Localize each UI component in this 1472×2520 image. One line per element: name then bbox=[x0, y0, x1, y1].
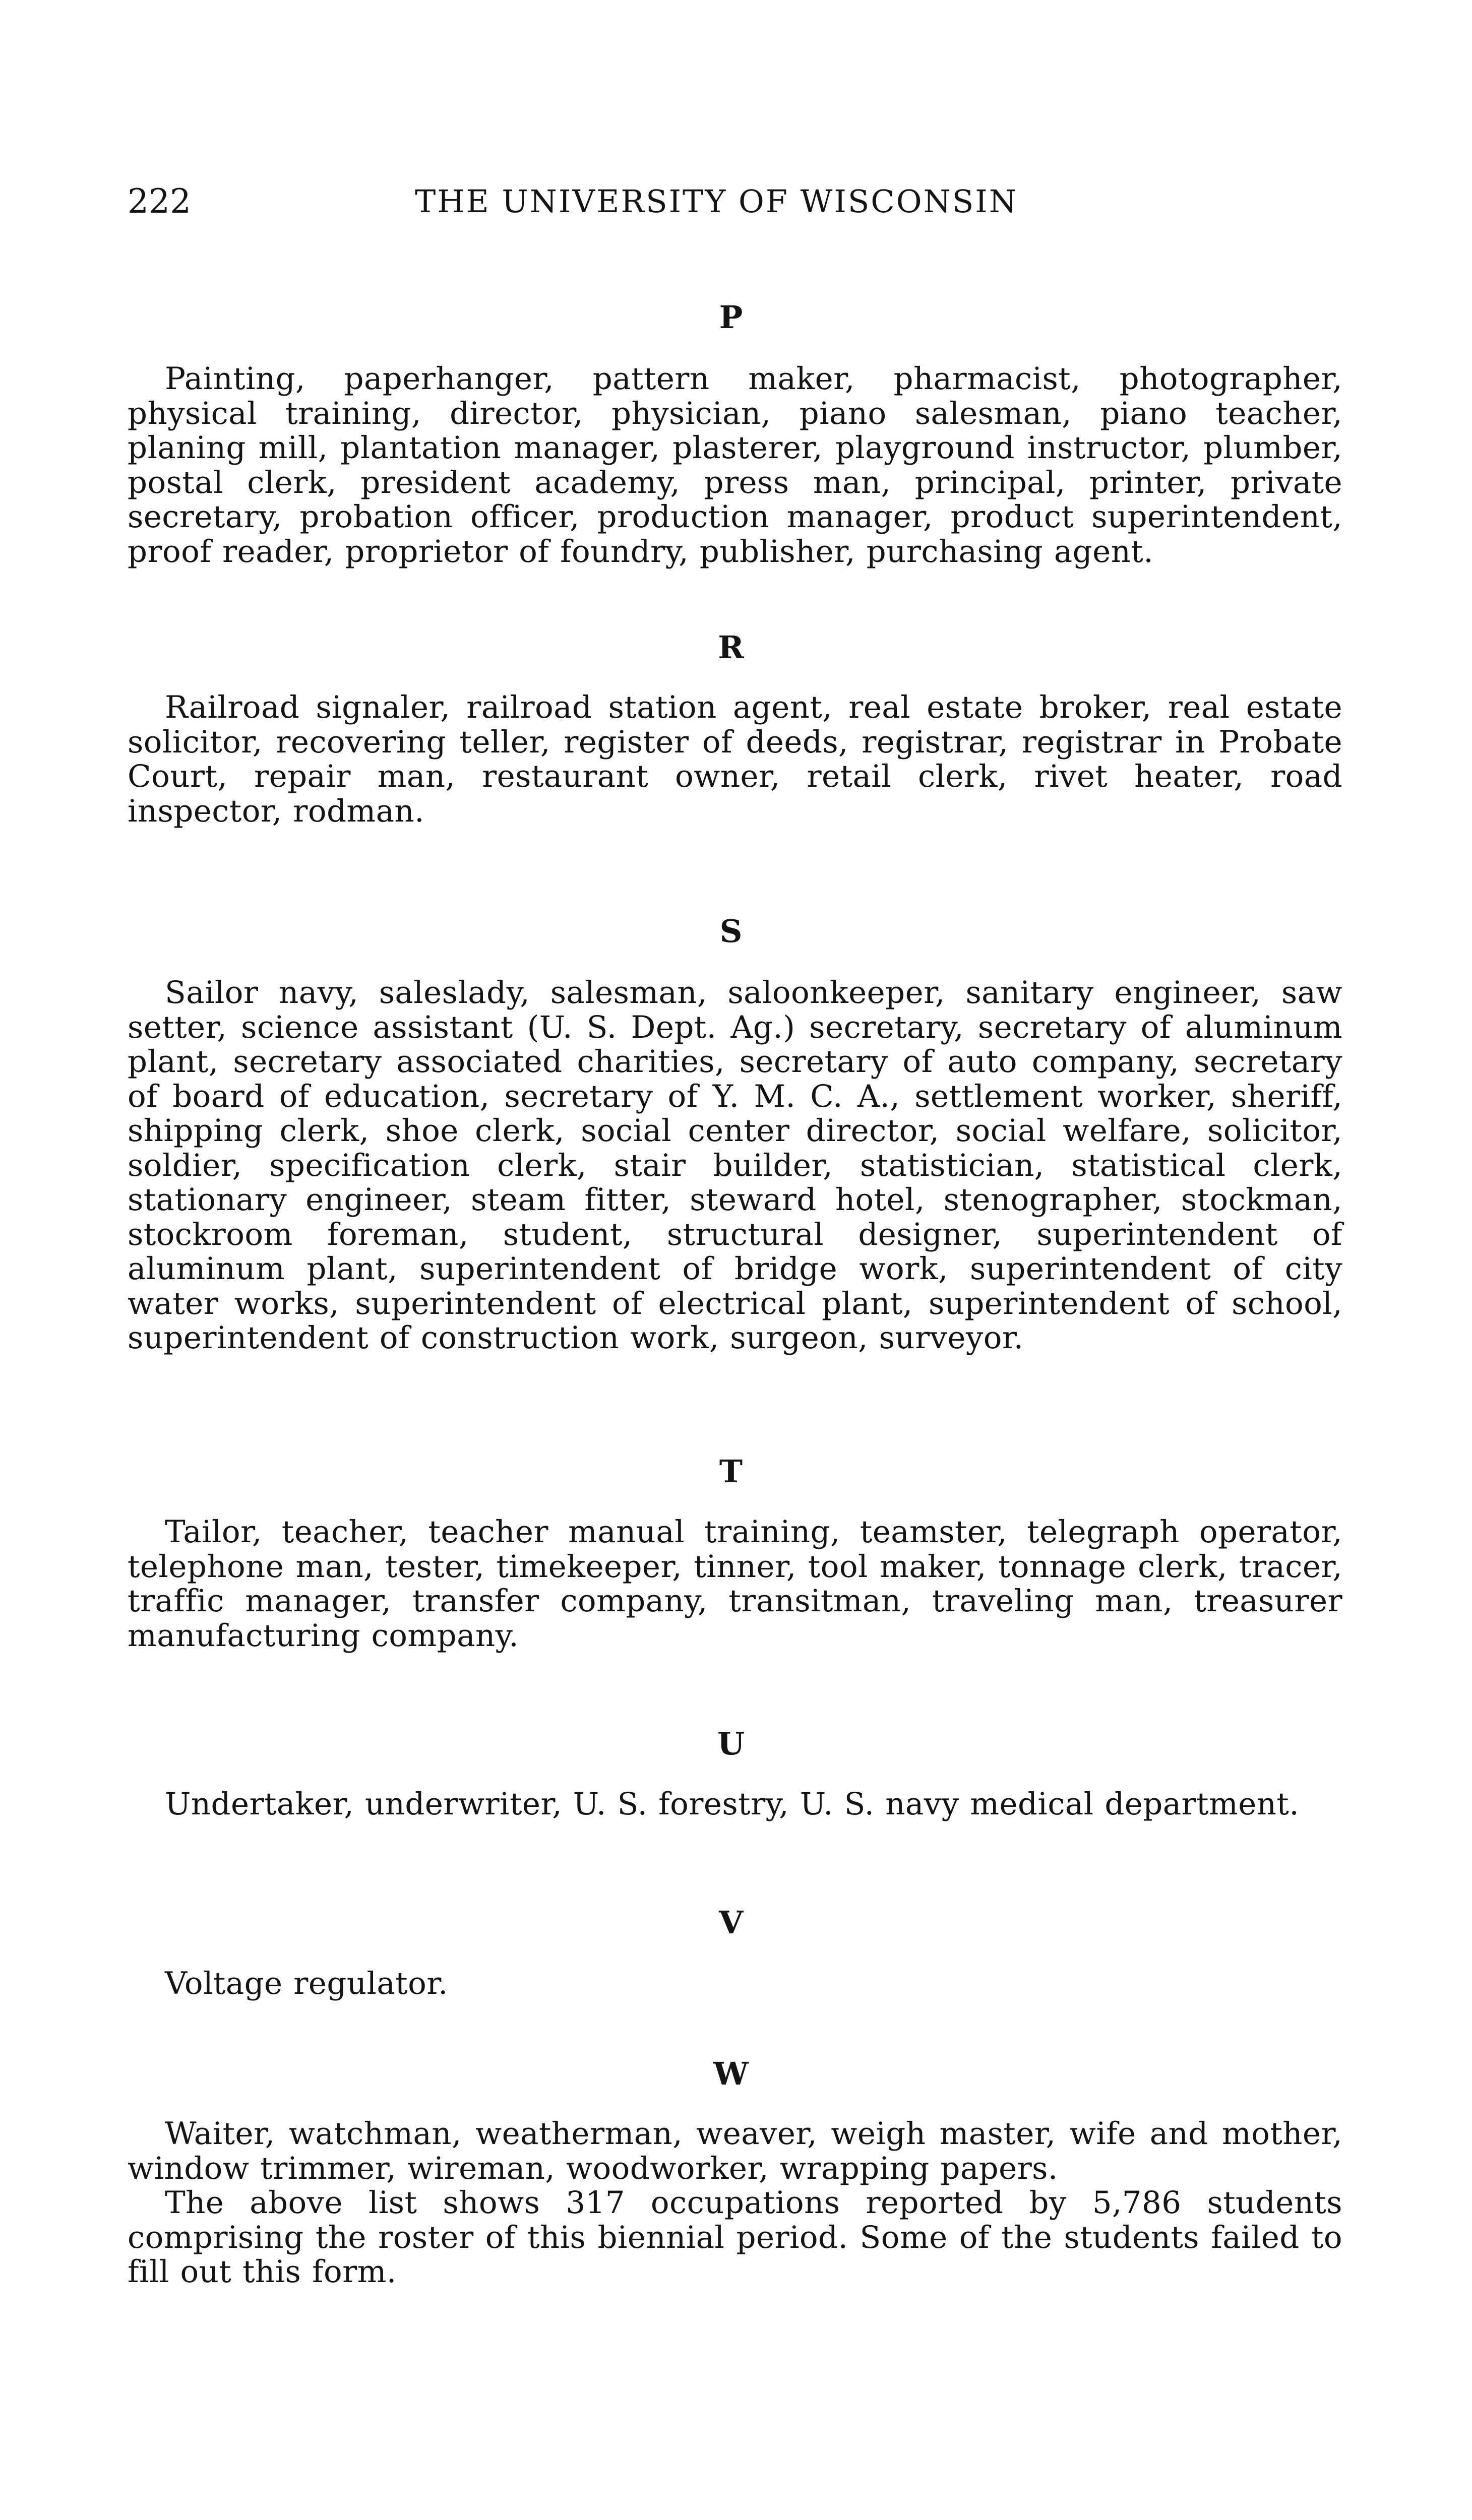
closing-note: The above list shows 317 occupations reported by 5,786 students comprising the roster of this biennial period. Some of the students failed to fill out this form. bbox=[128, 2185, 1342, 2290]
section-text-s: Sailor navy, saleslady, salesman, saloonkeeper, sanitary engineer, saw setter, science assistant (U. S. Dept. Ag.) secretary, secretary of aluminum plant, secretary associated charities, secretary of auto company, secretary of board of education, secretary of Y. M. C. A., settlement worker, sheriff, shipping clerk, shoe clerk, social center director, social welfare, solicitor, soldier, specification clerk, stair builder, statistician, statistical clerk, stationary engineer, steam fitter, steward hotel, stenographer, stockman, stockroom foreman, student, structural designer, superintendent of aluminum plant, superintendent of bridge work, superintendent of city water works, superintendent of electrical plant, superintendent of school, superintendent of construction work, surgeon, surveyor. bbox=[128, 975, 1342, 1356]
section-letter-u: U bbox=[717, 1725, 745, 1762]
section-text-w: Waiter, watchman, weatherman, weaver, weigh master, wife and mother, window trimmer, wireman, woodworker, wrapping papers. bbox=[128, 2116, 1342, 2186]
section-letter-r: R bbox=[718, 629, 744, 666]
page-header bbox=[128, 179, 1337, 224]
section-letter-p: P bbox=[719, 299, 743, 336]
section-text-p: Painting, paperhanger, pattern maker, pharmacist, photographer, physical training, director, physician, piano salesman, piano teacher, planing mill, plantation manager, plasterer, playground instructor, plumber, postal clerk, president academy, press man, principal, printer, private secretary, probation officer, production manager, product superintendent, proof reader, proprietor of foundry, publisher, purchasing agent. bbox=[128, 361, 1342, 570]
section-letter-w: W bbox=[713, 2055, 749, 2092]
section-text-v: Voltage regulator. bbox=[165, 1966, 448, 2001]
running-title: THE UNIVERSITY OF WISCONSIN bbox=[415, 183, 1018, 220]
section-letter-s: S bbox=[719, 913, 743, 950]
section-letter-t: T bbox=[719, 1453, 743, 1490]
section-text-t: Tailor, teacher, teacher manual training, teamster, telegraph operator, telephone man, tester, timekeeper, tinner, tool maker, tonnage clerk, tracer, traffic manager, transfer company, transitman, traveling man, treasurer manufacturing company. bbox=[128, 1514, 1342, 1654]
section-letter-v: V bbox=[718, 1904, 744, 1941]
page-number: 222 bbox=[128, 182, 191, 221]
section-text-r: Railroad signaler, railroad station agent, real estate broker, real estate solicitor, recovering teller, register of deeds, registrar, registrar in Probate Court, repair man, restaurant owner, retail clerk, rivet heater, road inspector, rodman. bbox=[128, 689, 1342, 829]
section-text-u: Undertaker, underwriter, U. S. forestry, U. S. navy medical department. bbox=[165, 1786, 1300, 1822]
